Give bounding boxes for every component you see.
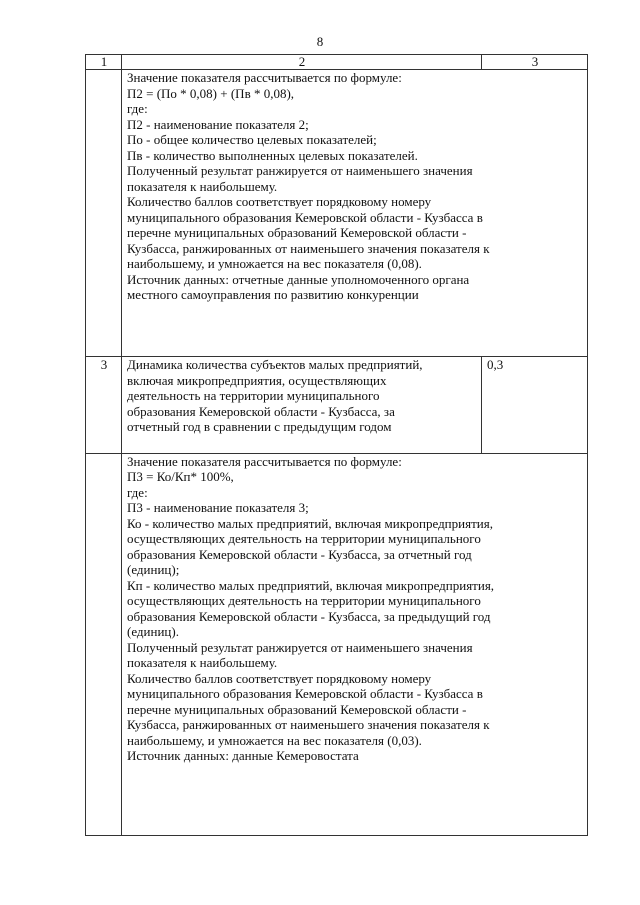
text-line: Динамика количества субъектов малых предприятий, [127,357,423,373]
table-row-p2-formula [86,70,588,357]
row-number: 3 [86,357,122,454]
text-line: Пв - количество выполненных целевых показателей. [127,147,418,163]
indicator-title [122,357,482,454]
text-line: наибольшему, и умножается на вес показателя (0,08). [127,256,422,271]
table-header-row [86,55,588,70]
indicator-table [85,54,588,836]
text-line: местного самоуправления по развитию конкуренции [127,287,419,302]
text-line: муниципального образования Кемеровской области - Кузбасса в [127,686,483,702]
page-number: 8 [316,34,324,49]
text-line: Кузбасса, ранжированных от наименьшего значения показателя к [127,717,490,733]
empty-cell [86,70,122,357]
text-line: образования Кемеровской области - Кузбасса, за [127,403,395,419]
p2-formula-text [122,70,588,357]
text-line: Кп - количество малых предприятий, включая микропредприятия, [127,577,495,593]
text-line: Ко - количество малых предприятий, включая микропредприятия, [127,515,493,531]
text-line: (единиц); [127,562,180,578]
text-line: П3 = Ко/Кп* 100%, [127,469,234,485]
text-line: где: [127,101,148,116]
text-line: образования Кемеровской области - Кузбасса, за предыдущий год [127,608,491,624]
text-line: Количество баллов соответствует порядковому номеру [127,194,432,209]
text-line: перечне муниципальных образований Кемеровской области - [127,701,467,717]
text-line: муниципального образования Кемеровской области - Кузбасса в [127,209,483,225]
text-line: осуществляющих деятельность на территории муниципального [127,593,481,609]
text-line: осуществляющих деятельность на территории муниципального [127,531,481,547]
text-line: наибольшему, и умножается на вес показателя (0,03). [127,732,422,748]
text-line: Полученный результат ранжируется от наименьшего значения [127,639,473,655]
text-line: П3 - наименование показателя 3; [127,500,309,516]
text-line: перечне муниципальных образований Кемеровской области - [127,225,467,240]
indicator-weight: 0,3 [482,357,588,454]
text-line: Кузбасса, ранжированных от наименьшего значения показателя к [127,240,490,256]
table-row-p3-formula [86,453,588,835]
text-line: отчетный год в сравнении с предыдущим годом [127,419,392,435]
p3-formula-text [122,453,588,835]
text-line: Полученный результат ранжируется от наименьшего значения [127,163,473,178]
text-line: П2 - наименование показателя 2; [127,116,309,132]
empty-cell [86,453,122,835]
text-line: П2 = (По * 0,08) + (Пв * 0,08), [127,85,295,101]
header-col-2: 2 [122,55,482,70]
text-line: деятельность на территории муниципального [127,388,380,404]
text-line: включая микропредприятия, осуществляющих [127,372,387,388]
header-col-3: 3 [482,55,588,70]
text-line: Источник данных: отчетные данные уполномоченного органа [127,271,470,287]
header-col-1: 1 [86,55,122,70]
text-line: показателя к наибольшему. [127,655,278,671]
text-line: По - общее количество целевых показателей; [127,132,377,147]
text-line: Количество баллов соответствует порядковому номеру [127,670,432,686]
text-line: (единиц). [127,624,179,640]
text-line: показателя к наибольшему. [127,178,278,194]
text-line: Источник данных: данные Кемеровостата [127,748,359,764]
text-line: Значение показателя рассчитывается по формуле: [127,70,402,85]
text-line: где: [127,484,148,500]
text-line: образования Кемеровской области - Кузбасса, за отчетный год [127,546,472,562]
text-line: Значение показателя рассчитывается по формуле: [127,453,402,469]
table-row-3 [86,357,588,454]
